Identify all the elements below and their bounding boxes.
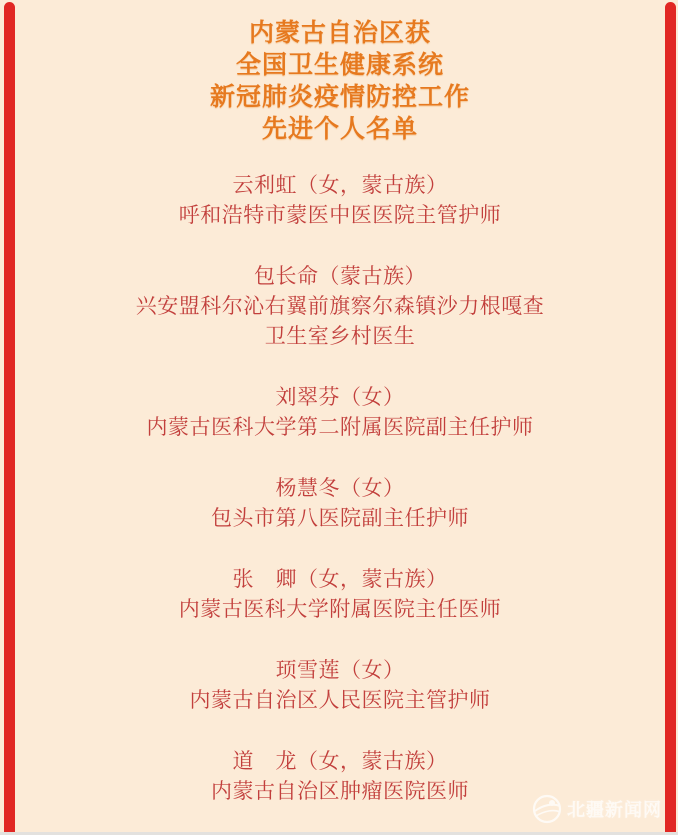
title-line: 先进个人名单 [261,115,418,143]
awardee-affiliation: 内蒙古医科大学附属医院主任医师 [178,598,502,621]
list-item [15,383,665,443]
title-line: 全国卫生健康系统 [235,51,444,79]
awardee-affiliation: 内蒙古医科大学第二附属医院副主任护师 [146,416,534,439]
globe-swoosh-icon [531,793,563,825]
list-item [15,565,665,625]
list-item [15,474,665,534]
awardee-affiliation: 卫生室乡村医生 [264,325,416,348]
awardee-name: 道 龙（女，蒙古族） [232,750,448,773]
left-red-bar [4,2,15,832]
watermark-text: 北疆新闻网 [567,800,662,820]
awardee-name: 包长命（蒙古族） [254,265,426,288]
page-title [15,17,665,145]
awardee-name: 顼雪莲（女） [275,659,405,682]
list-item [15,656,665,716]
list-item [15,262,665,352]
awardee-list [15,171,665,807]
awardee-name: 张 卿（女，蒙古族） [232,568,448,591]
title-line: 内蒙古自治区获 [248,19,431,47]
awardee-affiliation: 内蒙古自治区人民医院主管护师 [189,689,491,712]
title-line: 新冠肺炎疫情防控工作 [209,83,470,111]
awardee-name: 杨慧冬（女） [275,477,405,500]
awardee-name: 刘翠芬（女） [275,386,405,409]
awardee-affiliation: 呼和浩特市蒙医中医医院主管护师 [178,204,502,227]
right-red-bar [665,2,676,832]
awardee-name: 云利虹（女，蒙古族） [232,174,448,197]
announcement-content [15,0,665,835]
awardee-affiliation: 内蒙古自治区肿瘤医院医师 [211,780,469,803]
watermark [531,793,662,825]
awardee-affiliation: 包头市第八医院副主任护师 [211,507,469,530]
awardee-affiliation: 兴安盟科尔沁右翼前旗察尔森镇沙力根嘎查 [135,295,545,318]
list-item [15,171,665,231]
